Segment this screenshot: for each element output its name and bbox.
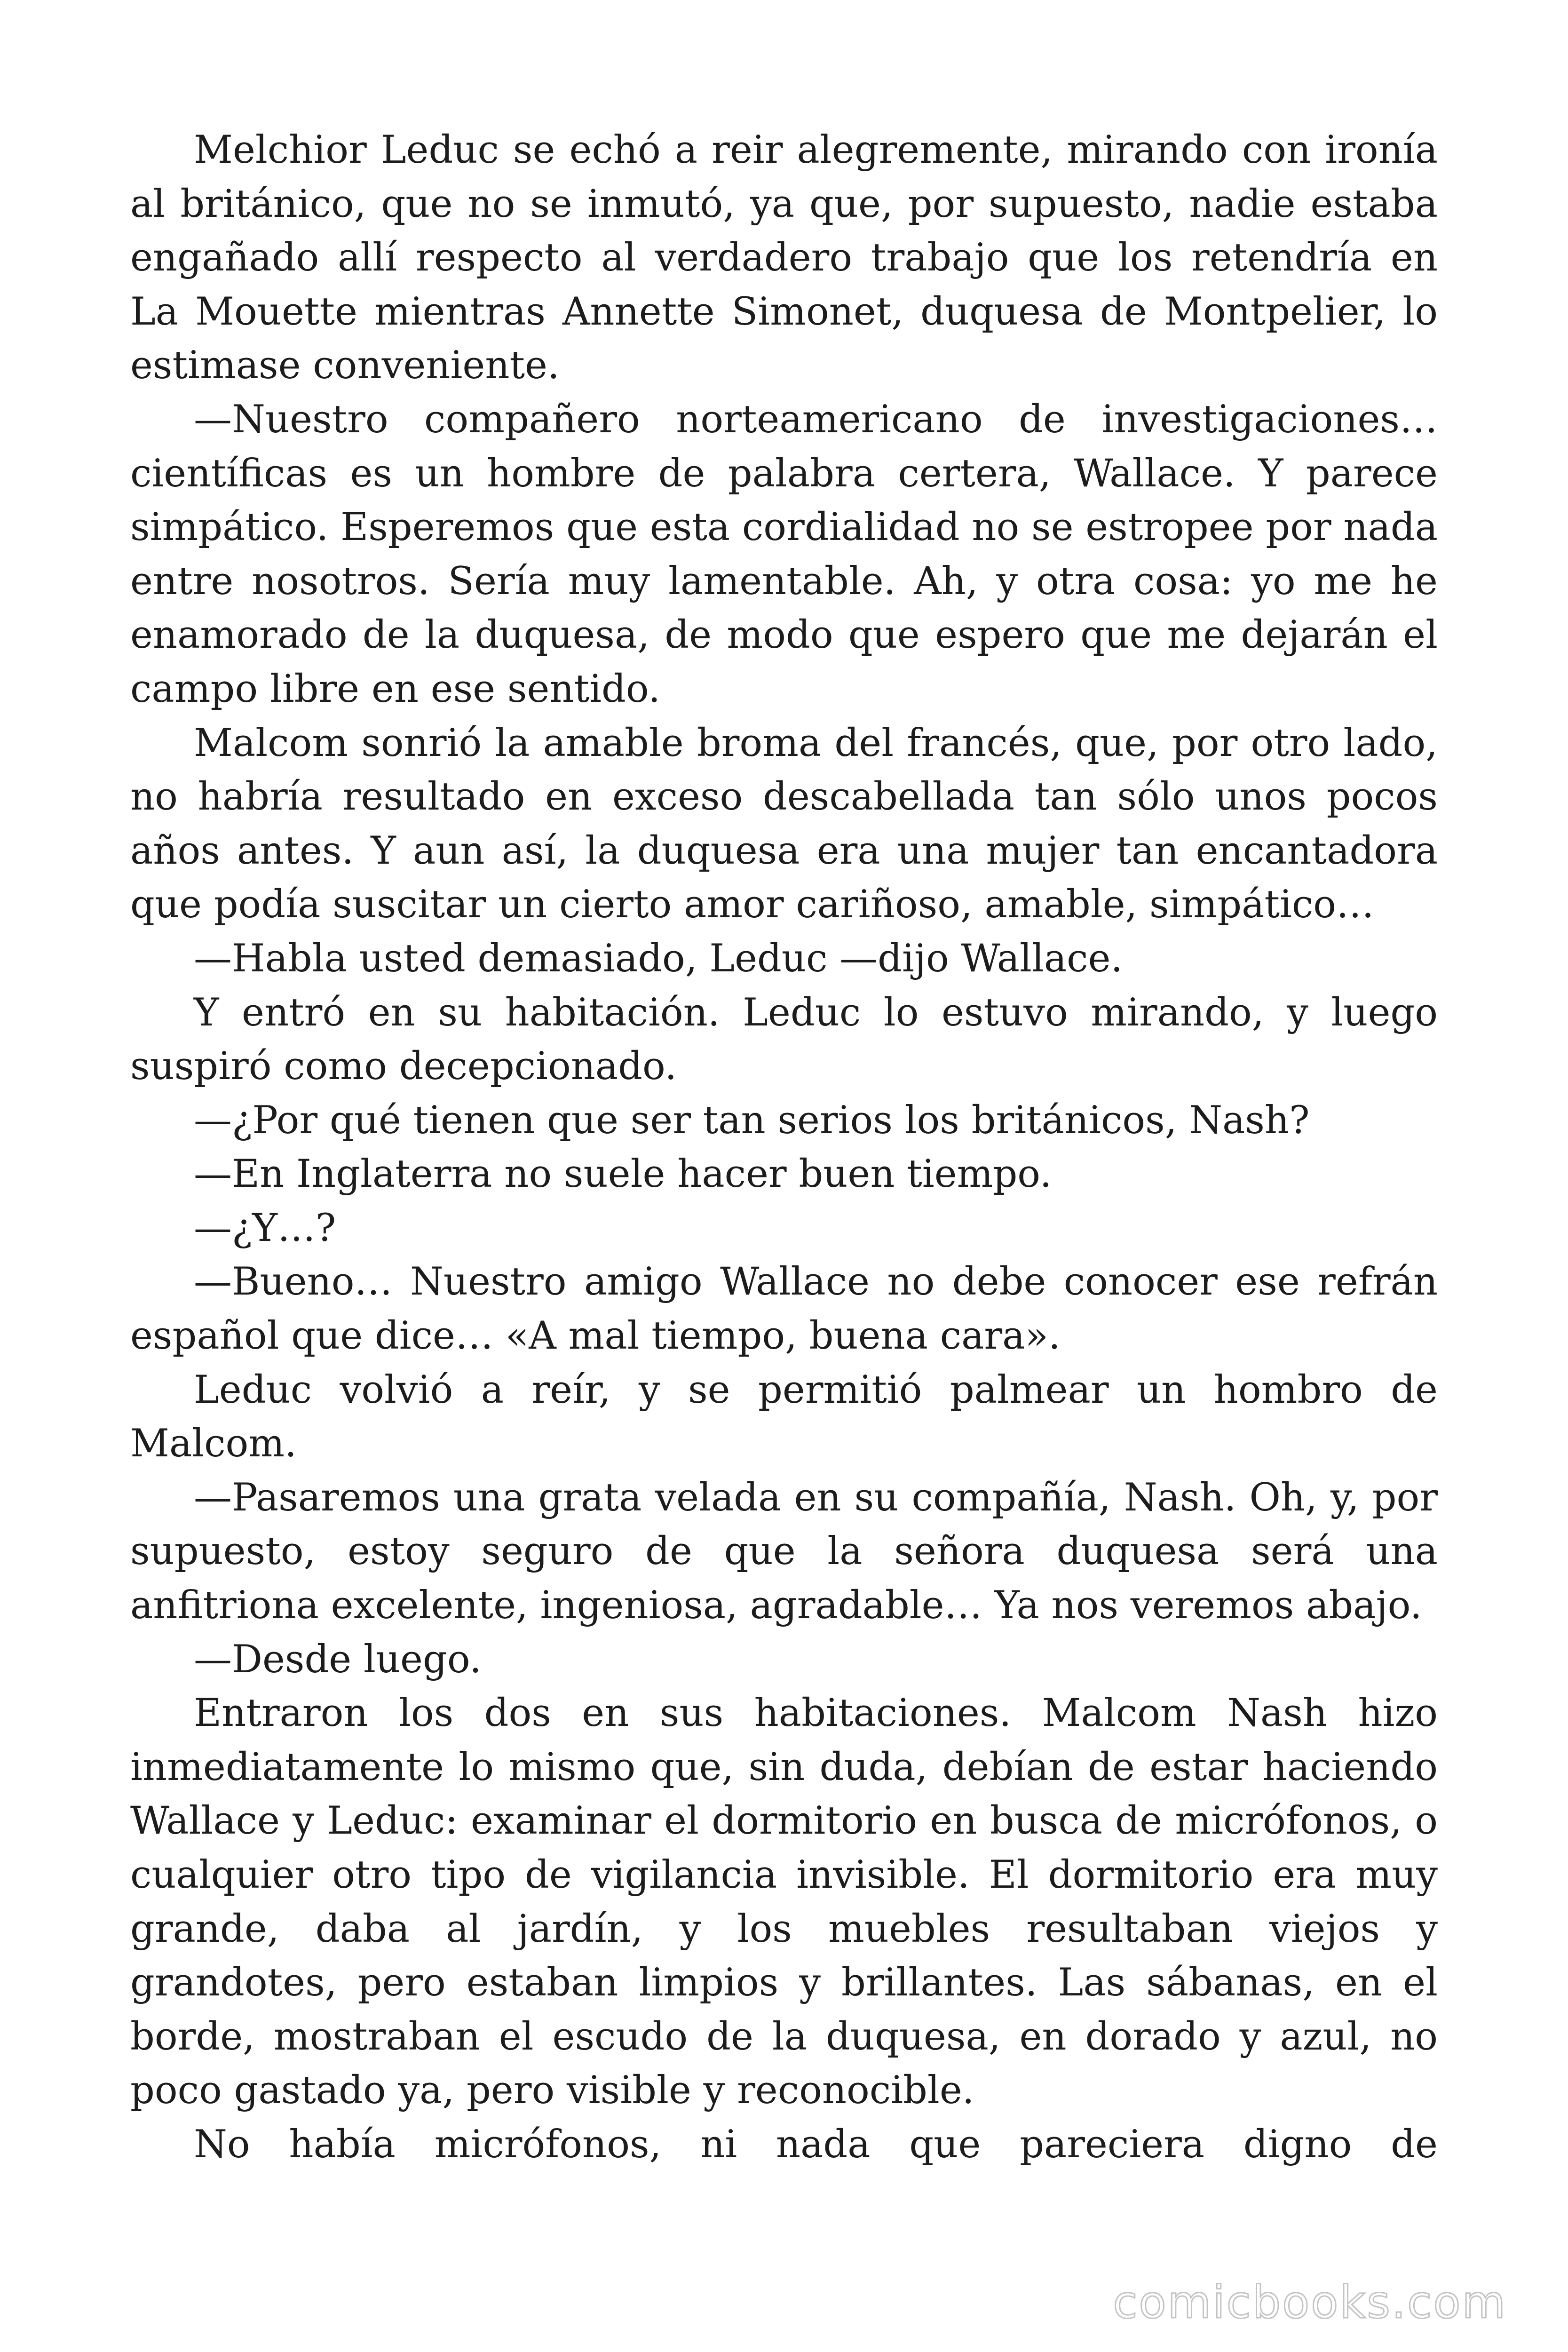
paragraph: —En Inglaterra no suele hacer buen tiempo. xyxy=(194,1152,1052,1197)
paragraph: Leduc volvió a reír, y se permitió palmear un hombro de Malcom. xyxy=(130,1367,1438,1466)
paragraph: —¿Por qué tienen que ser tan serios los británicos, Nash? xyxy=(194,1098,1310,1143)
paragraph: —¿Y…? xyxy=(194,1206,336,1250)
watermark-text: comicbooks.com xyxy=(1113,2277,1507,2328)
paragraph: —Desde luego. xyxy=(194,1637,482,1682)
page-body xyxy=(130,123,1438,2172)
paragraph: —Nuestro compañero norteamericano de investigaciones… científicas es un hombre de palabra certera, Wallace. Y parece simpático. Esperemos que esta cordialidad no se estropee por nada entre nosotros. Sería muy lamentable. Ah, y otra cosa: yo me he enamorado de la duquesa, de modo que espero que me dejarán el campo libre en ese sentido. xyxy=(130,397,1438,711)
paragraph: —Habla usted demasiado, Leduc —dijo Wallace. xyxy=(194,936,1123,981)
paragraph: Melchior Leduc se echó a reir alegremente, mirando con ironía al británico, que no se inmutó, ya que, por supuesto, nadie estaba engañado allí respecto al verdadero trabajo que los retendría en La Mouette mientras Annette Simonet, duquesa de Montpelier, lo estimase conveniente. xyxy=(130,128,1438,388)
paragraph: Entraron los dos en sus habitaciones. Malcom Nash hizo inmediatamente lo mismo que, sin duda, debían de estar haciendo Wallace y Leduc: examinar el dormitorio en busca de micrófonos, o cualquier otro tipo de vigilancia invisible. El dormitorio era muy grande, daba al jardín, y los muebles resultaban viejos y grandotes, pero estaban limpios y brillantes. Las sábanas, en el borde, mostraban el escudo de la duquesa, en dorado y azul, no poco gastado ya, pero visible y reconocible. xyxy=(130,1691,1438,2113)
paragraph: —Pasaremos una grata velada en su compañía, Nash. Oh, y, por supuesto, estoy seguro de que la señora duquesa será una anfitriona excelente, ingeniosa, agradable… Ya nos veremos abajo. xyxy=(130,1475,1438,1628)
paragraph: Y entró en su habitación. Leduc lo estuvo mirando, y luego suspiró como decepcionado. xyxy=(130,990,1438,1089)
paragraph: —Bueno… Nuestro amigo Wallace no debe conocer ese refrán español que dice… «A mal tiempo, buena cara». xyxy=(130,1260,1438,1359)
paragraph: Malcom sonrió la amable broma del francés, que, por otro lado, no habría resultado en exceso descabellada tan sólo unos pocos años antes. Y aun así, la duquesa era una mujer tan encantadora que podía suscitar un cierto amor cariñoso, amable, simpático… xyxy=(130,721,1438,927)
paragraph: No había micrófonos, ni nada que pareciera digno de xyxy=(194,2122,1438,2167)
